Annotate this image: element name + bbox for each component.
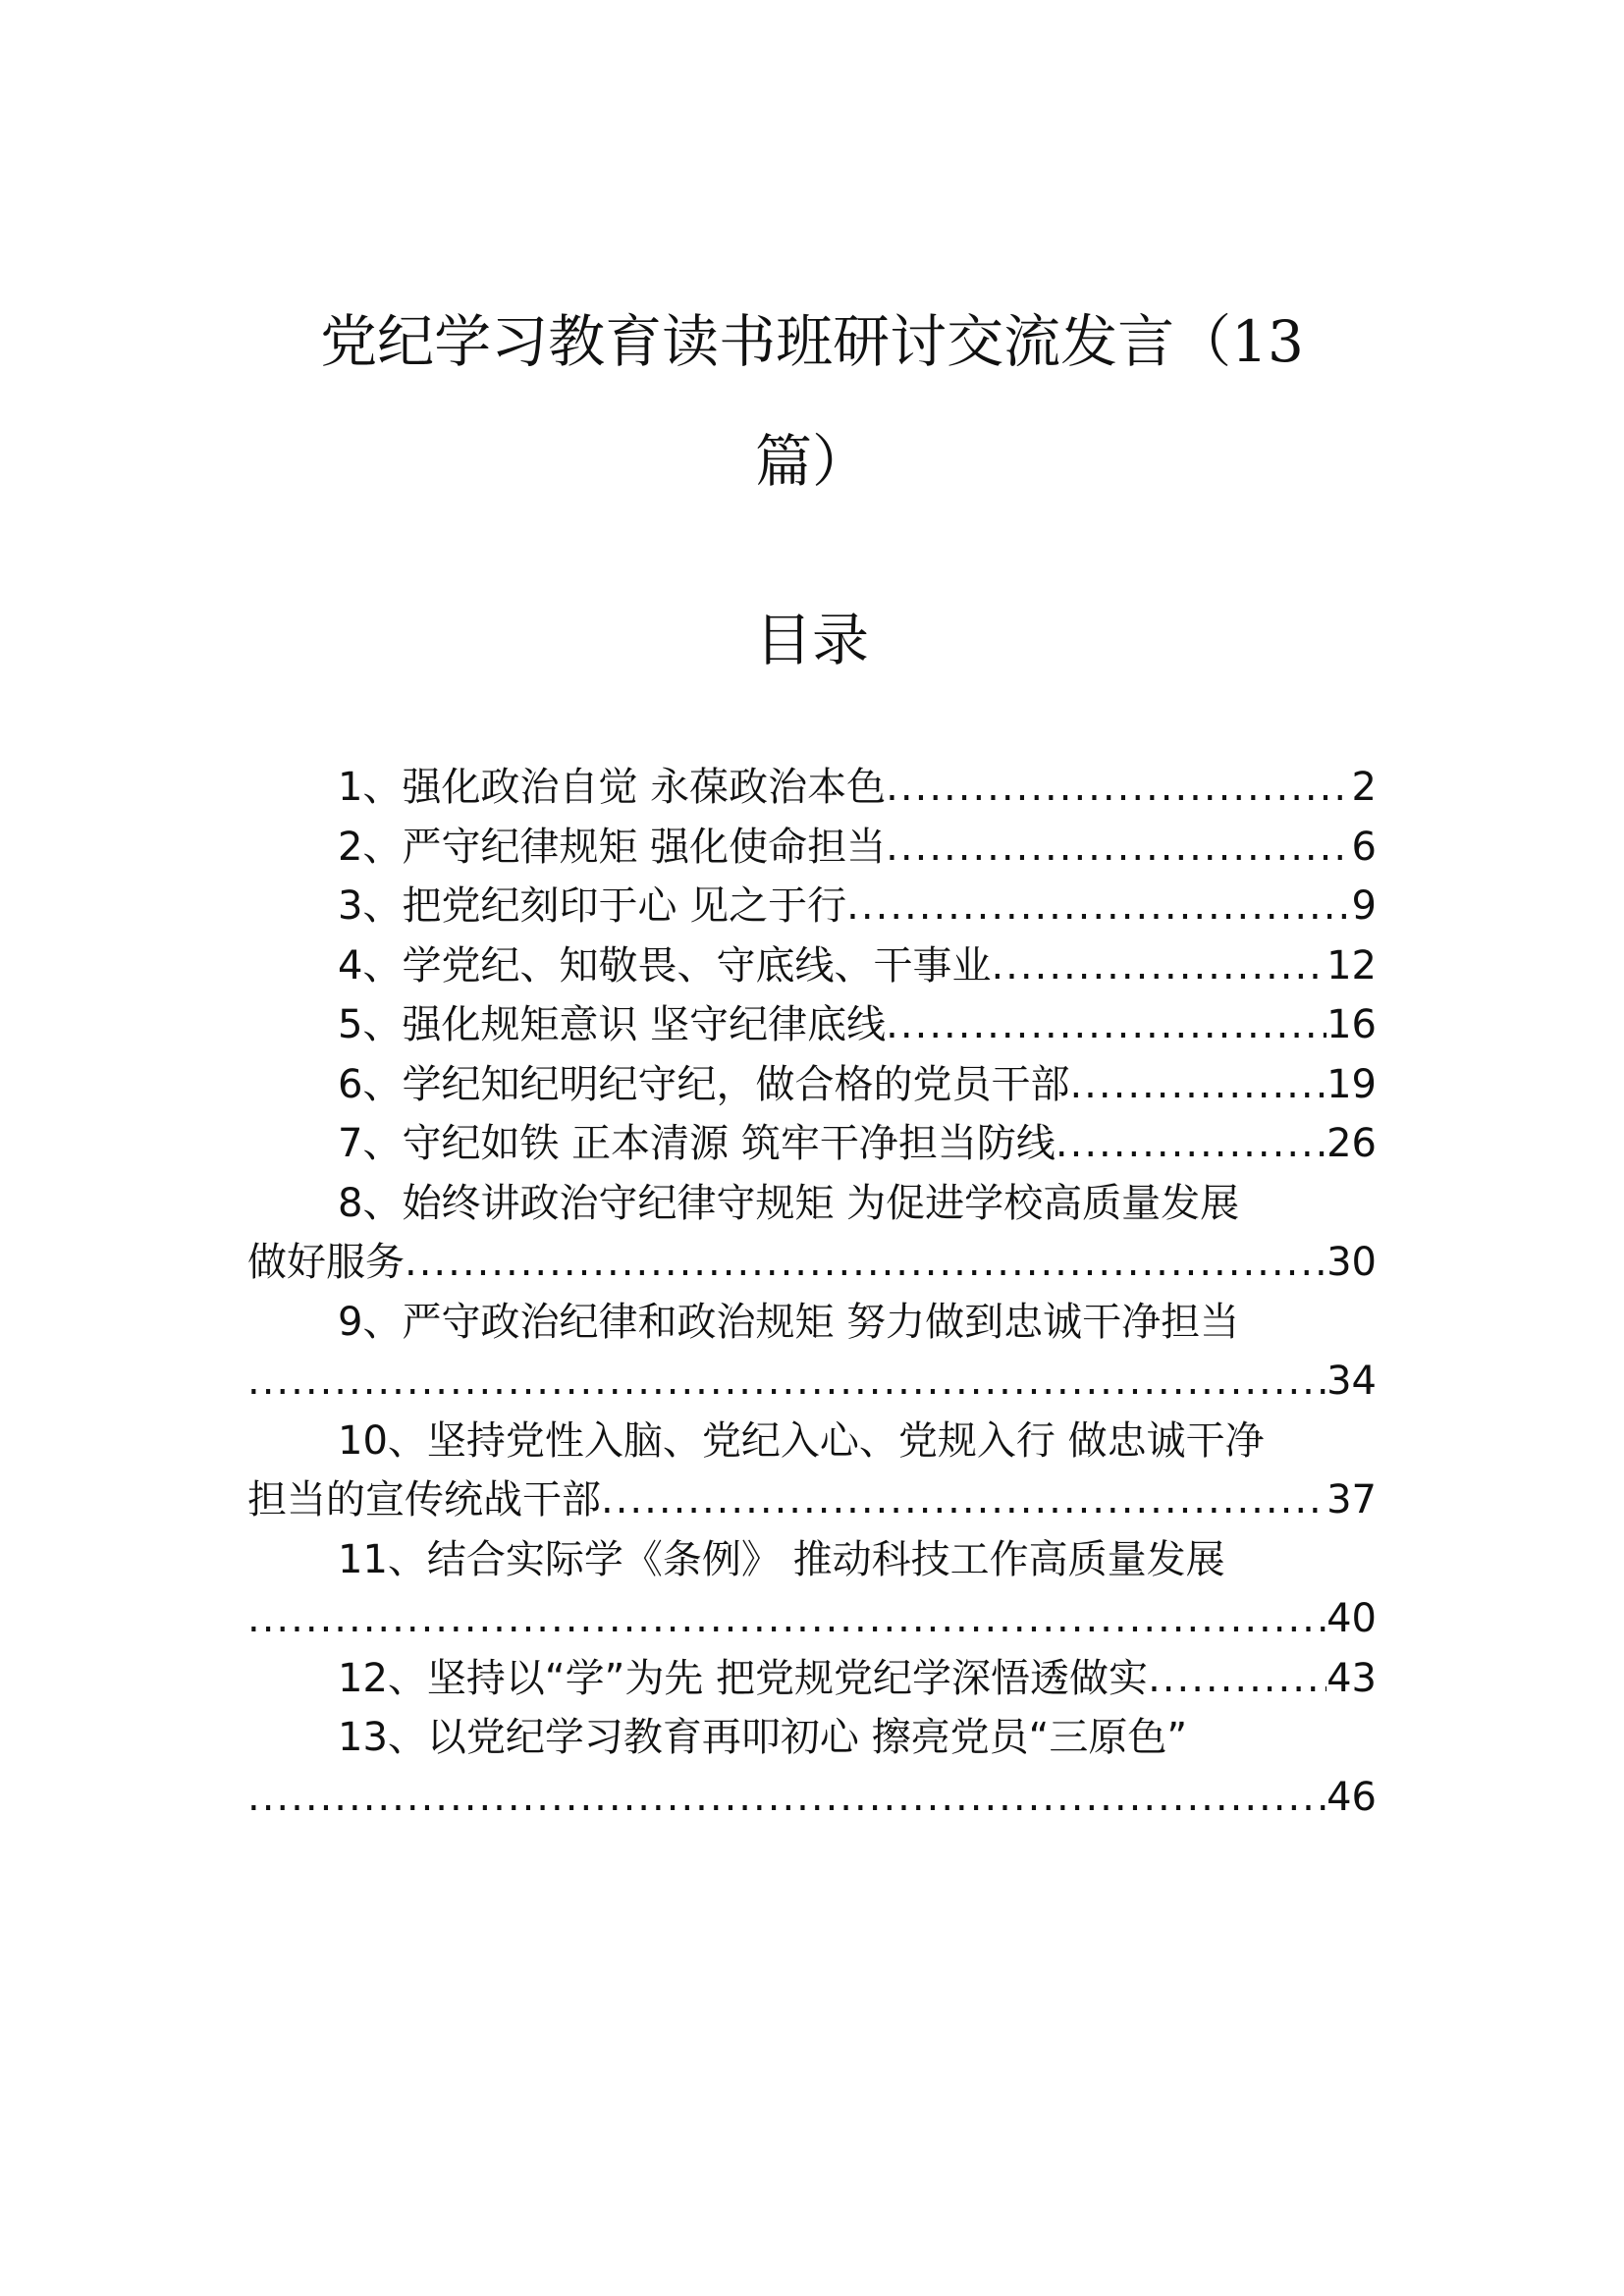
toc-dot-leader	[1148, 1649, 1326, 1709]
toc-entry-line	[247, 995, 1377, 1055]
toc-entry[interactable]	[247, 1649, 1377, 1709]
toc-entry-line	[247, 758, 1377, 818]
toc-entry-title: 3、把党纪刻印于心 见之于行	[338, 883, 847, 929]
document-title-line1	[0, 302, 1624, 381]
toc-entry-title: 9、严守政治纪律和政治规矩 努力做到忠诚干净担当	[338, 1299, 1240, 1345]
table-of-contents	[247, 758, 1377, 1827]
toc-entry-line	[247, 1708, 1377, 1768]
toc-entry-line	[247, 1352, 1377, 1412]
toc-entry-title: 担当的宣传统战干部	[247, 1477, 601, 1522]
toc-entry[interactable]	[247, 936, 1377, 996]
toc-page-number: 16	[1326, 1002, 1377, 1047]
toc-entry[interactable]	[247, 1530, 1377, 1649]
toc-page-number: 2	[1351, 765, 1377, 810]
toc-entry-title: 1、强化政治自觉 永葆政治本色	[338, 765, 887, 810]
toc-entry-title: 12、坚持以“学”为先 把党规党纪学深悟透做实	[338, 1655, 1149, 1701]
toc-dot-leader	[886, 818, 1351, 878]
toc-entry[interactable]	[247, 1412, 1377, 1530]
toc-entry[interactable]	[247, 1174, 1377, 1293]
toc-page-number: 6	[1351, 824, 1377, 870]
toc-entry-line	[247, 1768, 1377, 1828]
toc-entry-line	[247, 1470, 1377, 1530]
toc-page-number: 26	[1326, 1121, 1377, 1166]
document-title-line2: 篇）	[754, 428, 869, 495]
toc-entry-title: 10、坚持党性入脑、党纪入心、党规入行 做忠诚干净	[338, 1417, 1265, 1464]
toc-entry[interactable]	[247, 758, 1377, 818]
toc-entry[interactable]	[247, 1114, 1377, 1174]
toc-entry-line	[247, 936, 1377, 996]
toc-entry-line	[247, 1649, 1377, 1709]
toc-page-number: 37	[1326, 1477, 1377, 1522]
toc-page-number: 12	[1326, 942, 1377, 988]
title-text: 党纪学习教育读书班研讨交流发言（	[320, 308, 1232, 375]
toc-page-number: 43	[1326, 1655, 1377, 1701]
toc-entry-title: 13、以党纪学习教育再叩初心 擦亮党员“三原色”	[338, 1715, 1188, 1760]
title-count: 13	[1231, 308, 1304, 375]
toc-entry-title: 做好服务	[247, 1240, 405, 1285]
toc-page-number: 30	[1326, 1240, 1377, 1285]
toc-entry-title: 6、学纪知纪明纪守纪，做合格的党员干部	[338, 1061, 1070, 1107]
toc-dot-leader	[247, 1768, 1326, 1828]
toc-entry-line	[247, 1412, 1377, 1471]
toc-entry[interactable]	[247, 818, 1377, 878]
toc-entry[interactable]	[247, 995, 1377, 1055]
toc-entry-line	[247, 1174, 1377, 1234]
toc-page-number: 34	[1326, 1359, 1377, 1404]
toc-dot-leader	[991, 936, 1326, 996]
toc-entry[interactable]	[247, 1293, 1377, 1412]
toc-entry-line	[247, 1233, 1377, 1293]
toc-page-number: 19	[1326, 1061, 1377, 1107]
toc-dot-leader	[601, 1470, 1326, 1530]
toc-entry-line	[247, 1114, 1377, 1174]
toc-dot-leader	[247, 1352, 1326, 1412]
toc-page-number: 46	[1326, 1774, 1377, 1820]
toc-entry-title: 4、学党纪、知敬畏、守底线、干事业	[338, 942, 992, 988]
toc-page-number: 9	[1351, 883, 1377, 929]
toc-entry-line	[247, 1589, 1377, 1649]
toc-entry-title: 5、强化规矩意识 坚守纪律底线	[338, 1002, 887, 1047]
toc-dot-leader	[247, 1589, 1326, 1649]
toc-dot-leader	[886, 758, 1351, 818]
toc-entry-title: 8、始终讲政治守纪律守规矩 为促进学校高质量发展	[338, 1180, 1240, 1226]
toc-entry-title: 2、严守纪律规矩 强化使命担当	[338, 824, 887, 870]
toc-dot-leader	[405, 1233, 1326, 1293]
toc-entry-line	[247, 1293, 1377, 1353]
toc-entry[interactable]	[247, 1708, 1377, 1827]
toc-entry-line	[247, 1055, 1377, 1115]
toc-entry-line	[247, 877, 1377, 936]
toc-heading: 目录	[754, 607, 869, 673]
toc-page-number: 40	[1326, 1596, 1377, 1641]
toc-dot-leader	[1069, 1055, 1326, 1115]
toc-entry[interactable]	[247, 1055, 1377, 1115]
toc-dot-leader	[1056, 1114, 1326, 1174]
toc-entry-title: 11、结合实际学《条例》 推动科技工作高质量发展	[338, 1536, 1225, 1582]
toc-entry-title: 7、守纪如铁 正本清源 筑牢干净担当防线	[338, 1121, 1056, 1166]
toc-entry-line	[247, 818, 1377, 878]
toc-dot-leader	[846, 877, 1351, 936]
toc-dot-leader	[886, 995, 1326, 1055]
toc-entry-line	[247, 1530, 1377, 1590]
toc-entry[interactable]	[247, 877, 1377, 936]
